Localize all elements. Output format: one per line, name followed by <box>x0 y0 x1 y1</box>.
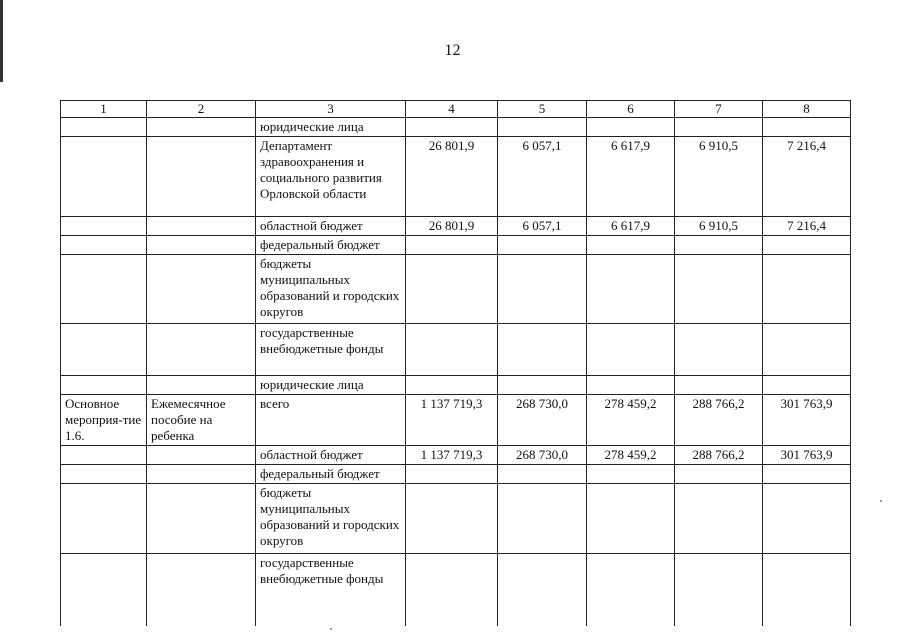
scan-speck <box>880 500 882 502</box>
funding-source-cell: юридические лица <box>256 118 406 137</box>
amount-cell <box>763 324 851 376</box>
amount-cell <box>763 465 851 484</box>
amount-cell <box>675 236 763 255</box>
header-cell: 6 <box>587 101 675 118</box>
amount-cell: 1 137 719,3 <box>406 395 498 446</box>
table-row <box>61 465 851 484</box>
description-cell <box>147 118 256 137</box>
amount-cell: 278 459,2 <box>587 446 675 465</box>
funding-source-cell: юридические лица <box>256 376 406 395</box>
funding-source-cell: федеральный бюджет <box>256 236 406 255</box>
amount-cell: 26 801,9 <box>406 217 498 236</box>
table-row <box>61 137 851 217</box>
amount-cell: 6 057,1 <box>498 137 587 217</box>
activity-cell <box>61 465 147 484</box>
description-cell <box>147 465 256 484</box>
amount-cell <box>587 554 675 626</box>
amount-cell: 288 766,2 <box>675 446 763 465</box>
description-cell <box>147 376 256 395</box>
amount-cell <box>406 255 498 324</box>
description-cell <box>147 446 256 465</box>
description-cell <box>147 484 256 554</box>
activity-cell <box>61 484 147 554</box>
header-cell: 1 <box>61 101 147 118</box>
amount-cell: 7 216,4 <box>763 217 851 236</box>
description-cell <box>147 236 256 255</box>
amount-cell: 301 763,9 <box>763 395 851 446</box>
amount-cell: 268 730,0 <box>498 446 587 465</box>
amount-cell <box>587 324 675 376</box>
amount-cell <box>406 236 498 255</box>
amount-cell <box>587 484 675 554</box>
amount-cell <box>675 118 763 137</box>
funding-source-cell: всего <box>256 395 406 446</box>
table-row <box>61 484 851 554</box>
funding-source-cell: областной бюджет <box>256 446 406 465</box>
table-row <box>61 255 851 324</box>
activity-cell <box>61 236 147 255</box>
amount-cell <box>675 255 763 324</box>
description-cell <box>147 217 256 236</box>
amount-cell <box>675 376 763 395</box>
activity-cell <box>61 376 147 395</box>
funding-source-cell: государственные внебюджетные фонды <box>256 554 406 626</box>
budget-table <box>60 100 851 626</box>
amount-cell <box>587 255 675 324</box>
table-row <box>61 118 851 137</box>
activity-cell <box>61 446 147 465</box>
activity-cell: Основное мероприя-тие 1.6. <box>61 395 147 446</box>
amount-cell <box>406 465 498 484</box>
activity-cell <box>61 324 147 376</box>
amount-cell <box>406 484 498 554</box>
activity-cell <box>61 255 147 324</box>
amount-cell <box>675 484 763 554</box>
header-cell: 4 <box>406 101 498 118</box>
description-cell <box>147 324 256 376</box>
amount-cell <box>587 118 675 137</box>
amount-cell <box>498 255 587 324</box>
amount-cell <box>763 236 851 255</box>
amount-cell: 6 617,9 <box>587 217 675 236</box>
funding-source-cell: областной бюджет <box>256 217 406 236</box>
amount-cell: 278 459,2 <box>587 395 675 446</box>
amount-cell: 301 763,9 <box>763 446 851 465</box>
amount-cell: 6 910,5 <box>675 137 763 217</box>
amount-cell <box>675 324 763 376</box>
amount-cell <box>763 554 851 626</box>
table-row <box>61 446 851 465</box>
description-cell: Ежемесячное пособие на ребенка <box>147 395 256 446</box>
table-row <box>61 395 851 446</box>
activity-cell <box>61 217 147 236</box>
amount-cell <box>498 484 587 554</box>
amount-cell: 288 766,2 <box>675 395 763 446</box>
funding-source-cell: бюджеты муниципальных образований и городских округов <box>256 255 406 324</box>
amount-cell <box>675 554 763 626</box>
page-number: 12 <box>444 42 461 59</box>
header-cell: 5 <box>498 101 587 118</box>
scan-speck <box>330 628 332 630</box>
header-cell: 3 <box>256 101 406 118</box>
amount-cell <box>763 255 851 324</box>
description-cell <box>147 255 256 324</box>
description-cell <box>147 554 256 626</box>
amount-cell <box>498 465 587 484</box>
activity-cell <box>61 137 147 217</box>
table-row <box>61 236 851 255</box>
amount-cell <box>406 554 498 626</box>
table-row <box>61 554 851 626</box>
amount-cell <box>675 465 763 484</box>
funding-source-cell: Департамент здравоохранения и социального развития Орловской области <box>256 137 406 217</box>
header-cell: 8 <box>763 101 851 118</box>
amount-cell: 6 910,5 <box>675 217 763 236</box>
amount-cell <box>587 376 675 395</box>
funding-source-cell: бюджеты муниципальных образований и городских округов <box>256 484 406 554</box>
amount-cell <box>406 324 498 376</box>
amount-cell <box>498 118 587 137</box>
amount-cell <box>763 118 851 137</box>
table-row <box>61 324 851 376</box>
header-cell: 7 <box>675 101 763 118</box>
amount-cell <box>406 118 498 137</box>
amount-cell <box>498 236 587 255</box>
amount-cell: 7 216,4 <box>763 137 851 217</box>
amount-cell: 268 730,0 <box>498 395 587 446</box>
amount-cell: 6 617,9 <box>587 137 675 217</box>
description-cell <box>147 137 256 217</box>
amount-cell <box>763 484 851 554</box>
table-row <box>61 217 851 236</box>
amount-cell: 26 801,9 <box>406 137 498 217</box>
amount-cell <box>587 236 675 255</box>
header-cell: 2 <box>147 101 256 118</box>
header-row <box>61 101 851 118</box>
activity-cell <box>61 554 147 626</box>
table-row <box>61 376 851 395</box>
amount-cell <box>763 376 851 395</box>
amount-cell <box>587 465 675 484</box>
amount-cell: 6 057,1 <box>498 217 587 236</box>
amount-cell <box>498 376 587 395</box>
page-edge-line <box>0 0 3 82</box>
amount-cell <box>498 324 587 376</box>
activity-cell <box>61 118 147 137</box>
funding-source-cell: федеральный бюджет <box>256 465 406 484</box>
amount-cell: 1 137 719,3 <box>406 446 498 465</box>
amount-cell <box>406 376 498 395</box>
amount-cell <box>498 554 587 626</box>
funding-source-cell: государственные внебюджетные фонды <box>256 324 406 376</box>
